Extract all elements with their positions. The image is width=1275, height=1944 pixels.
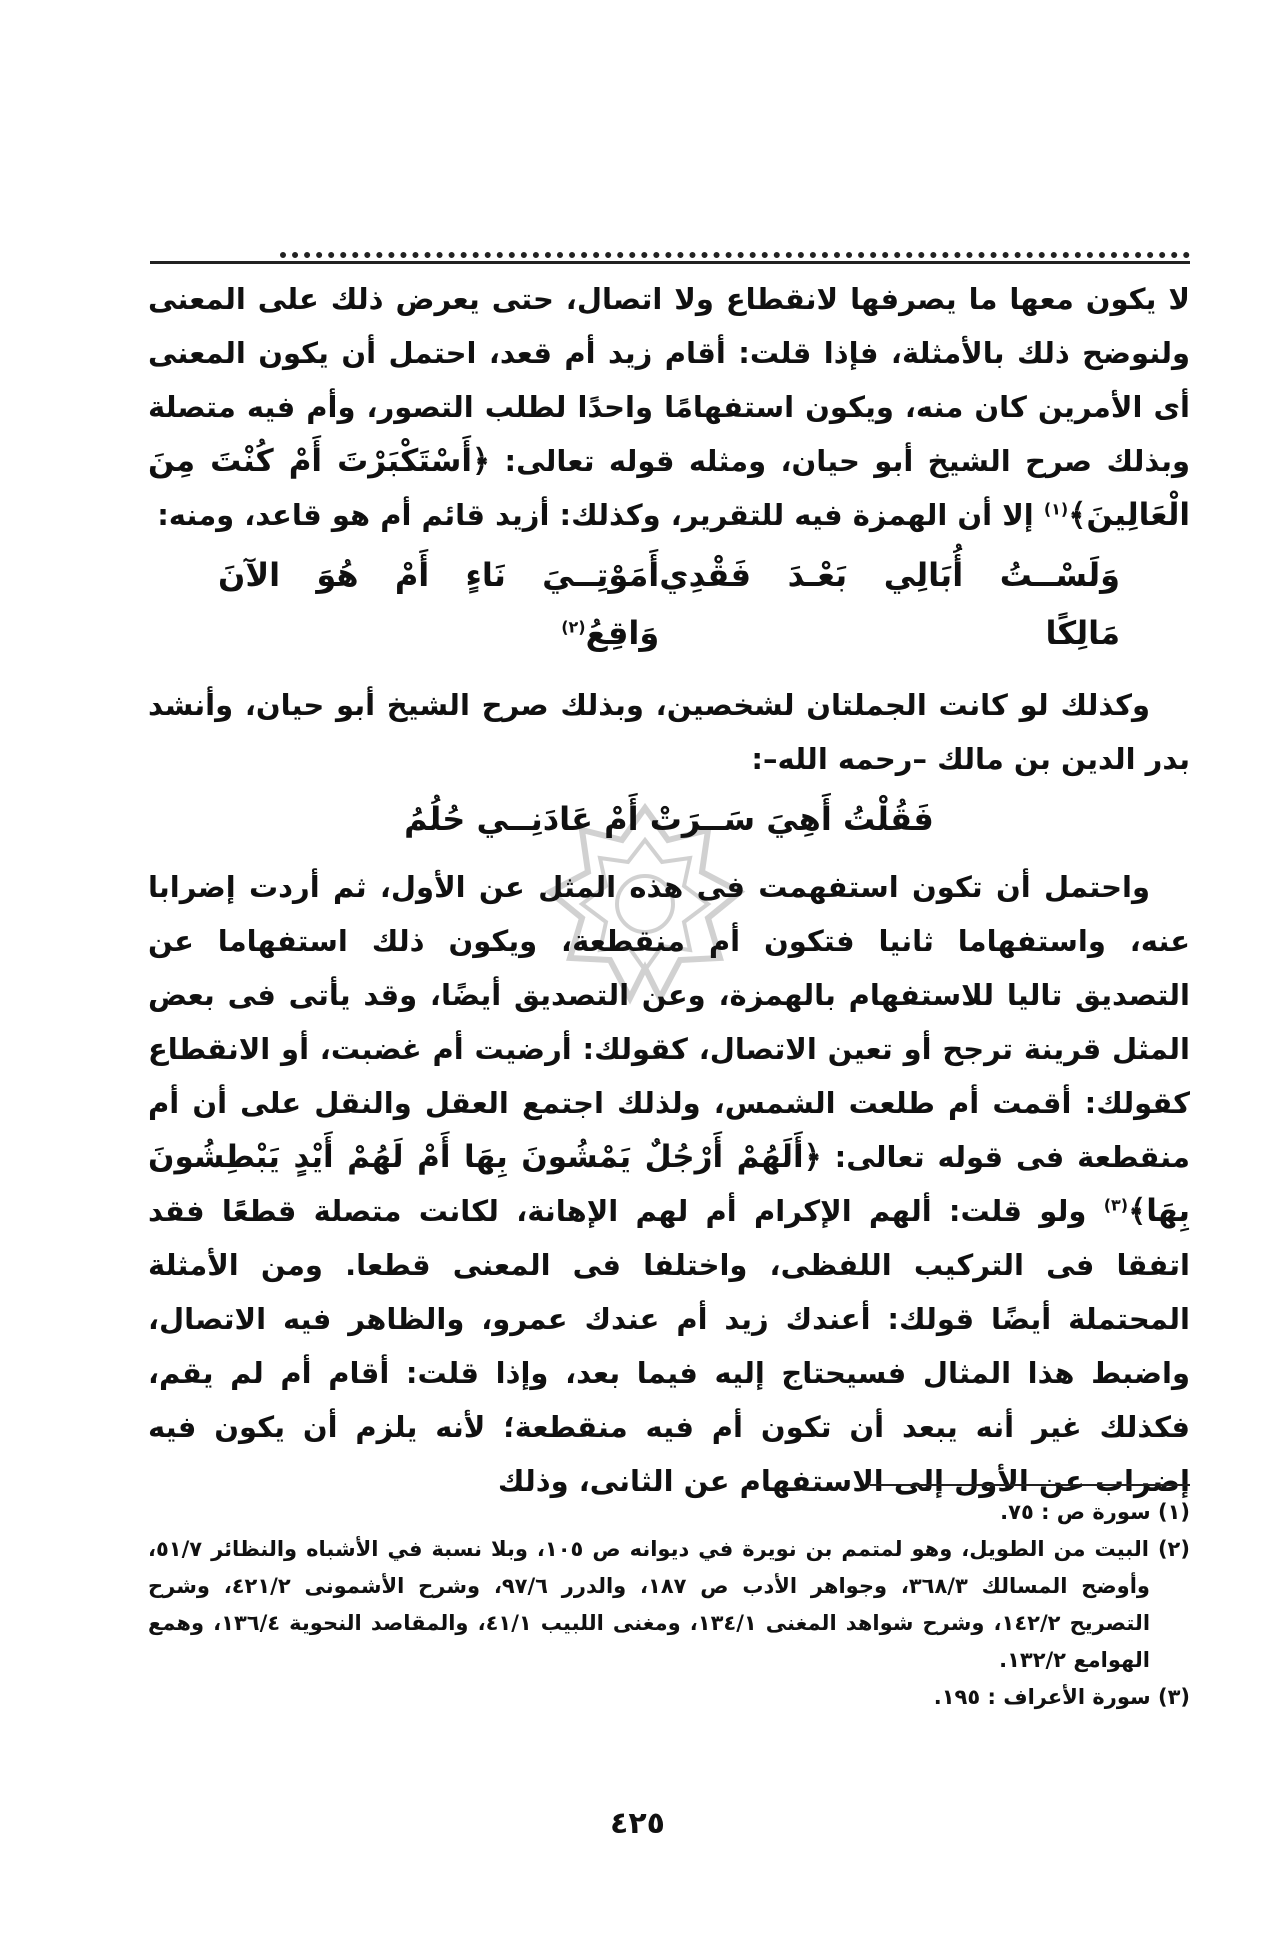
footnote-ref-2: (٢)	[561, 617, 586, 637]
quran-quote-1: ﴿أَسْتَكْبَرْتَ أَمْ كُنْتَ مِنَ الْعَالِينَ﴾	[148, 443, 1190, 533]
footnotes	[148, 1494, 1190, 1716]
paragraph-3	[148, 860, 1190, 1508]
footnote-ref-1: (١)	[1043, 499, 1069, 519]
footnote-2: (٢) البيت من الطويل، وهو لمتمم بن نويرة في ديوانه ص ١٠٥، وبلا نسبة في الأشباه والنظائر ٥١/٧، وأوضح المسالك ٣٦٨/٣، وجواهر الأدب ص ١٨٧، والدرر ٩٧/٦، وشرح الأشمونى ٤٢١/٢، وشرح التصريح ١٤٢/٢، وشرح شواهد المغنى ١٣٤/١، ومغنى اللبيب ٤١/١، والمقاصد النحوية ١٣٦/٤، وهمع الهوامع ١٣٢/٢.	[148, 1537, 1190, 1672]
paragraph-2: وكذلك لو كانت الجملتان لشخصين، وبذلك صرح الشيخ أبو حيان، وأنشد بدر الدين بن مالك –رحمه الله–:	[148, 688, 1190, 776]
paragraph-3-text-b: ولو قلت: ألهم الإكرام أم لهم الإهانة، لكانت متصلة قطعًا فقد اتفقا فى التركيب اللفظى، واختلفا فى المعنى قطعا. ومن الأمثلة المحتملة أيضًا قولك: أعندك زيد أم عندك عمرو، والظاهر فيه الاتصال، واضبط هذا المثال فسيحتاج إليه فيما بعد، وإذا قلت: أقام أم لم يقم، فكذلك غير أنه يبعد أن تكون أم فيه منقطعة؛ لأنه يلزم أن يكون فيه إضراب عن الأول إلى الاستفهام عن الثانى، وذلك	[148, 1194, 1190, 1498]
poetry-verse-1	[148, 544, 1190, 664]
footnote-separator	[870, 1484, 1190, 1486]
paragraph-1	[148, 272, 1190, 542]
footnote-1: (١) سورة ص : ٧٥.	[1000, 1500, 1190, 1524]
verse-1-first-hemistich: وَلَسْــتُ أُبَالِي بَعْـدَ فَقْدِي مَالِكًا	[659, 556, 1120, 652]
verse-1-second-hemistich: أَمَوْتِــيَ نَاءٍ أَمْ هُوَ الآنَ وَاقِعُ	[218, 556, 660, 652]
page-number: ٤٢٥	[610, 1806, 665, 1841]
main-text	[148, 272, 1190, 1508]
paragraph-1-text-b: إلا أن الهمزة فيه للتقرير، وكذلك: أزيد قائم أم هو قاعد، ومنه:	[157, 498, 1044, 532]
footnote-ref-3: (٣)	[1103, 1195, 1129, 1215]
poetry-verse-2: فَقُلْتُ أَهِيَ سَــرَتْ أَمْ عَادَنِــي حُلُمُ	[404, 800, 934, 838]
quran-quote-2: ﴿أَلَهُمْ أَرْجُلٌ يَمْشُونَ بِهَا أَمْ لَهُمْ أَيْدٍ يَبْطِشُونَ بِهَا﴾	[148, 1139, 1190, 1229]
paragraph-1-text-a: لا يكون معها ما يصرفها لانقطاع ولا اتصال، حتى يعرض ذلك على المعنى ولنوضح ذلك بالأمثلة، فإذا قلت: أقام زيد أم قعد، احتمل أن يكون المعنى أى الأمرين كان منه، ويكون استفهامًا واحدًا لطلب التصور، وأم فيه متصلة وبذلك صرح الشيخ أبو حيان، ومثله قوله تعالى:	[148, 282, 1190, 478]
verse-1-second-hemistich-wrap	[218, 546, 659, 662]
header-rule	[150, 252, 1190, 266]
header-solid-line	[150, 261, 1190, 264]
paragraph-3-text-a: واحتمل أن تكون استفهمت فى هذه المثل عن الأول، ثم أردت إضرابا عنه، واستفهاما ثانيا فتكون أم منقطعة، ويكون ذلك استفهاما عن التصديق تاليا للاستفهام بالهمزة، وعن التصديق أيضًا، وقد يأتى فى بعض المثل قرينة ترجح أو تعين الاتصال، كقولك: أرضيت أم غضبت، أو الانقطاع كقولك: أقمت أم طلعت الشمس، ولذلك اجتمع العقل والنقل على أن أم منقطعة فى قوله تعالى:	[148, 870, 1190, 1174]
footnote-3: (٣) سورة الأعراف : ١٩٥.	[933, 1685, 1190, 1709]
